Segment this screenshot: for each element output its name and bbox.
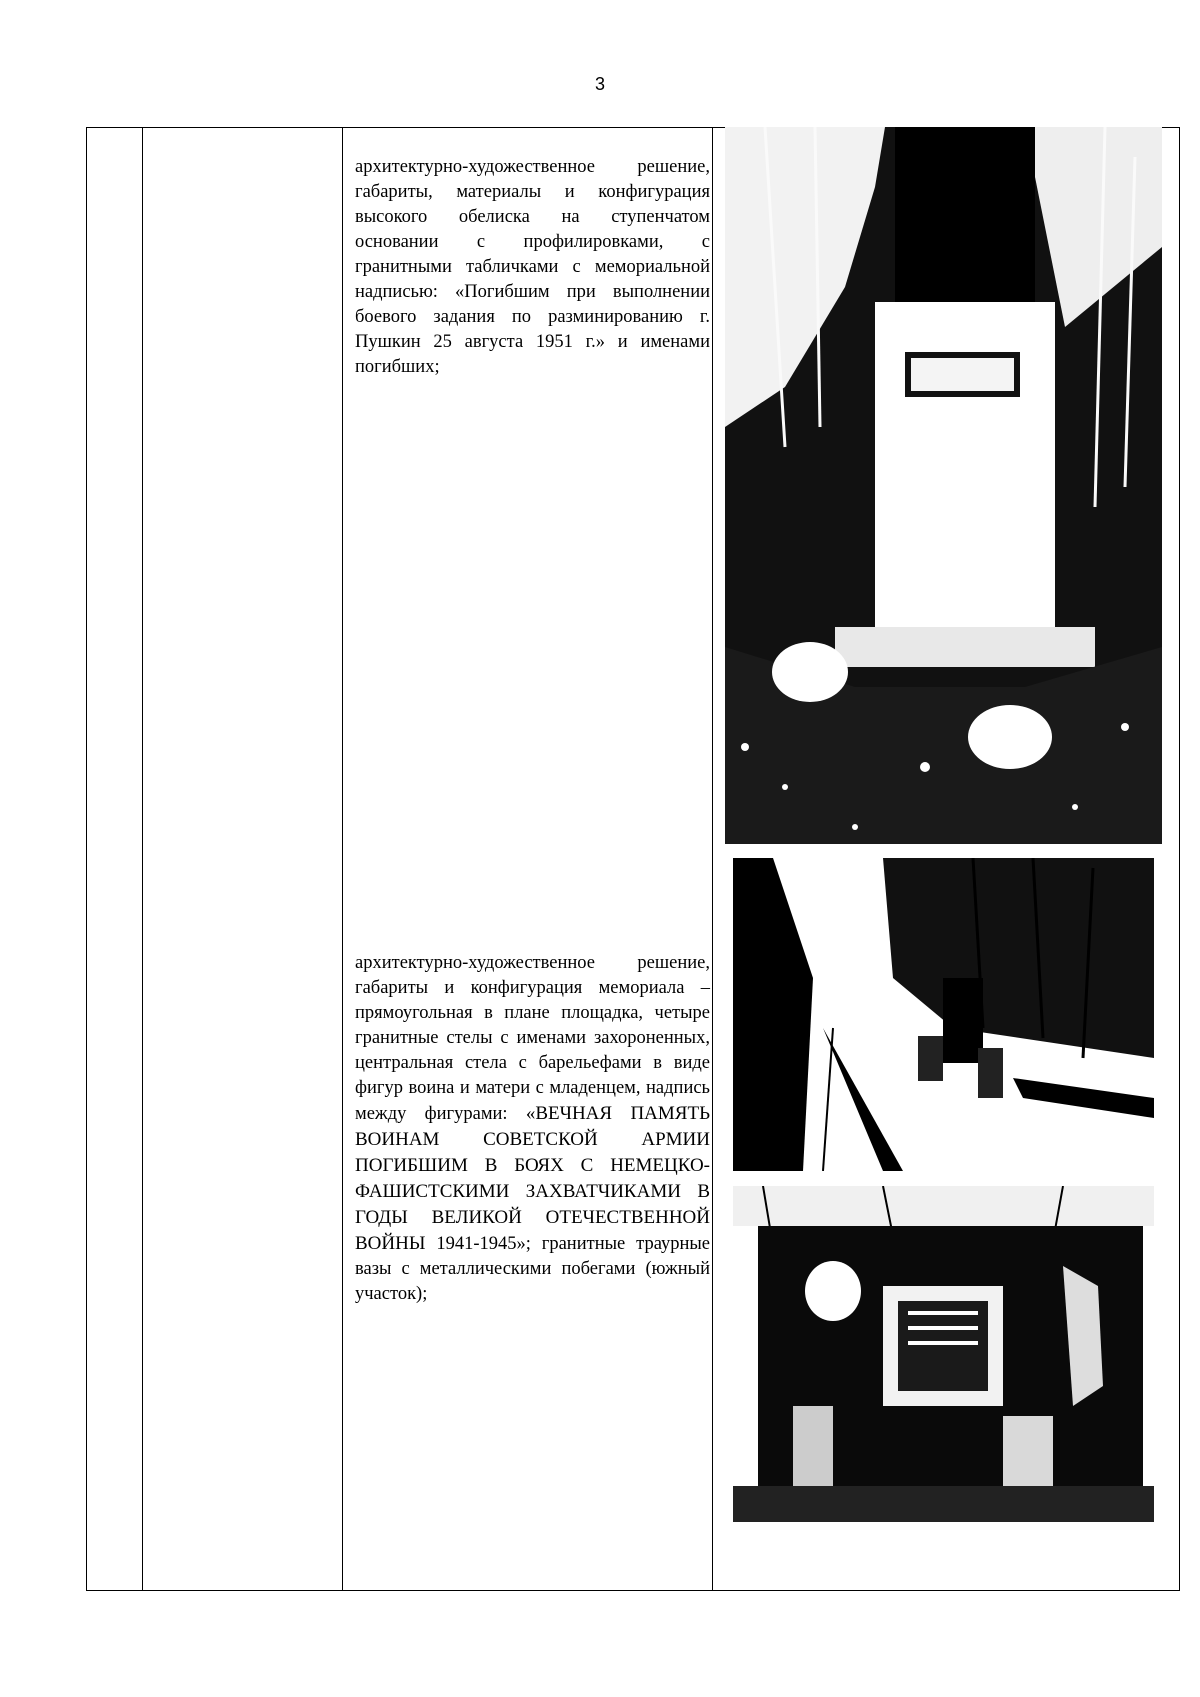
row1-description-text: архитектурно-художественное решение, габариты, материалы и конфигурация высокого обелиска на ступенчатом основании с профилировками, с гранитными табличками с мемориальной надписью: «Погибшим при выполнении боевого задания по разминированию г. Пушкин 25 августа 1951 г.» и именами погибших; xyxy=(355,157,710,377)
memorial-stele-photo xyxy=(733,1186,1154,1522)
row2-description-tail: 1941-1945»; гранитные траурные вазы с металлическими побегами (южный участок); xyxy=(355,1234,711,1304)
row2-description-text xyxy=(355,951,710,1307)
row1-description xyxy=(355,155,710,380)
memorial-alley-photo xyxy=(733,858,1154,1171)
row2-description xyxy=(355,951,710,1307)
column-divider-1 xyxy=(142,128,143,1590)
obelisk-photo xyxy=(725,127,1162,844)
row2-description-lead: архитектурно-художественное решение, габариты и конфигурация мемориала – прямоугольная в плане площадка, четыре гранитные стелы с именами захороненных, центральная стела с барельефами в виде фигур воина и матери с младенцем, надпись между фигурами: xyxy=(355,953,710,1124)
column-divider-3 xyxy=(712,128,713,1590)
column-divider-2 xyxy=(342,128,343,1590)
page-number: 3 xyxy=(594,74,605,94)
row2-inscription: «ВЕЧНАЯ ПАМЯТЬ ВОИНАМ СОВЕТСКОЙ АРМИИ ПОГИБШИМ В БОЯХ С НЕМЕЦКО-ФАШИСТСКИМИ ЗАХВАТЧИКАМИ В ГОДЫ ВЕЛИКОЙ ОТЕЧЕСТВЕННОЙ ВОЙНЫ xyxy=(355,1103,710,1254)
